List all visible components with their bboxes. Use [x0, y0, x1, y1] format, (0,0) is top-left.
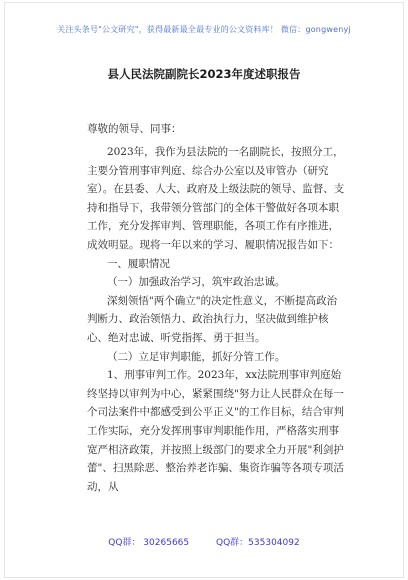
qq-group-2: QQ群：535304092: [216, 538, 300, 548]
qq-group-1: QQ群： 30265665: [108, 538, 190, 548]
promo-banner: 关注头条号"公文研究"，获得最新最全最专业的公文资料库！ 微信：gongwenyj: [57, 25, 351, 34]
heading-level-1: 一、履职情况: [106, 257, 170, 270]
paragraph-intro: 2023年，我作为县法院的一名副院长，按照分工，主要分管刑事审判庭、综合办公室以及审管办（研究室）。在县委、人大、政府及上级法院的领导、监督、支持和指导下，我带领分管部门的全体干警做好各项本职工作，充分发挥审判、管理职能，各项工作有序推进，成效明显。现将一年以来的学习、履职情况报告如下：: [87, 146, 345, 251]
paragraph-political-study: 深刻领悟"两个确立"的决定性意义，不断提高政治判断力、政治领悟力、政治执行力，坚决做到维护核心、绝对忠诚、听党指挥、勇于担当。: [87, 294, 338, 344]
salutation-block: [87, 120, 347, 139]
document-title: 县人民法院副院长2023年度述职报告: [107, 67, 301, 81]
document-body: [87, 143, 347, 496]
salutation: 尊敬的领导、同事：: [87, 123, 182, 135]
contact-footer: [0, 535, 408, 548]
heading-level-2-a: （一）加强政治学习，筑牢政治忠诚。: [106, 276, 286, 289]
heading-level-2-b: （二）立足审判职能，抓好分管工作。: [106, 350, 286, 363]
paragraph-criminal-trial: 1、刑事审判工作。2023年，xx法院刑事审判庭始终坚持以审判为中心，紧紧围绕"努力让人民群众在每一个司法案件中都感受到公平正义"的工作目标，结合审判工作实际，充分发挥刑事审判职能作用，严格落实刑事宽严相济政策，并按照上级部门的要求全力开展"利剑护蕾"、扫黑除恶、整治养老诈骗、集资诈骗等各项专项活动，从: [87, 369, 344, 493]
